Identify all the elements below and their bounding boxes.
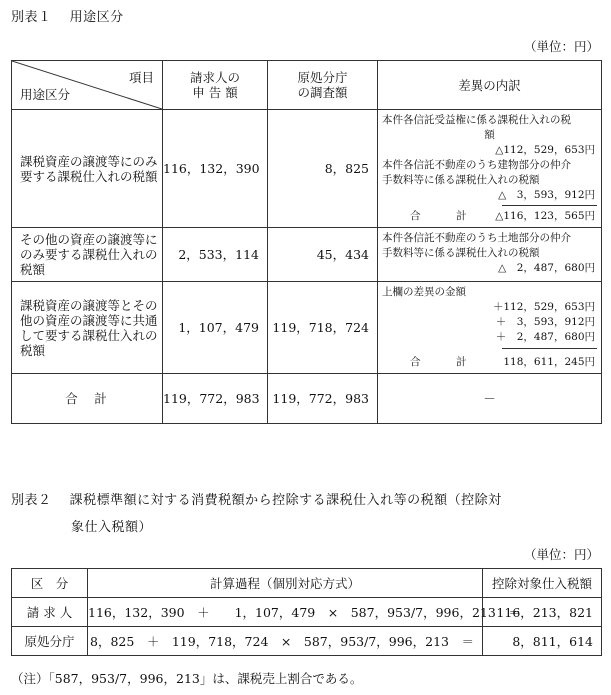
table-row	[12, 228, 602, 282]
row-diff: 上欄の差異の金額 ＋112，529，653円 ＋ 3，593，912円 ＋ 2，487，680円 合 計 118，611，245円	[378, 282, 602, 374]
header-col3: 控除対象仕入税額	[483, 569, 602, 598]
row-label: 原処分庁	[12, 627, 88, 656]
table2-title-line2: 象仕入税額）	[71, 520, 153, 535]
table-row	[12, 110, 602, 228]
header-category: 用途区分	[20, 87, 71, 102]
table-row	[12, 598, 602, 627]
table2-header-row	[12, 569, 602, 598]
header-item: 項目	[128, 70, 154, 85]
header-office: 原処分庁 の調査額	[268, 61, 378, 110]
row-claimant: 2，533，114	[163, 228, 268, 282]
row-calc: 116，132，390 ＋ 1，107，479 × 587，953/7，996，213 ＝	[88, 598, 483, 627]
header-col2: 計算過程（個別対応方式）	[88, 569, 483, 598]
row-office: 8，825	[268, 110, 378, 228]
row-diff: 本件各信託受益権に係る課税仕入れの税 額 △112，529，653円 本件各信託不動産のうち建物部分の仲介 手数料等に係る課税仕入れの税額 △ 3，593，912円 合 計 △116，123，565円	[378, 110, 602, 228]
sum-line	[502, 348, 597, 349]
total-office: 119，772，983	[268, 374, 378, 424]
sum-line	[502, 205, 597, 206]
header-diagonal-cell	[12, 61, 163, 110]
table-row	[12, 282, 602, 374]
table1-total-row	[12, 374, 602, 424]
table2-title-line1: 別表２ 課税標準額に対する消費税額から控除する課税仕入れ等の税額（控除対	[11, 493, 502, 508]
header-col1: 区 分	[12, 569, 88, 598]
row-claimant: 116，132，390	[163, 110, 268, 228]
table-row	[12, 627, 602, 656]
diff-total: 合 計 118，611，245円	[410, 356, 595, 368]
row-claimant: 1，107，479	[163, 282, 268, 374]
row-calc: 8，825 ＋ 119，718，724 × 587，953/7，996，213 ＝	[88, 627, 483, 656]
header-claimant: 請求人の 申 告 額	[163, 61, 268, 110]
table1	[11, 60, 602, 424]
table2	[11, 568, 602, 656]
row-office: 45，434	[268, 228, 378, 282]
table1-unit: （単位：円）	[523, 39, 599, 54]
table1-title: 別表１ 用途区分	[11, 10, 124, 25]
table2-unit: （単位：円）	[523, 547, 599, 562]
diff-total: 合 計 △116，123，565円	[410, 210, 595, 222]
total-claimant: 119，772，983	[163, 374, 268, 424]
total-diff: －	[378, 374, 602, 424]
table1-header-row	[12, 61, 602, 110]
table2-note: （注）「587，953/7，996，213」は、課税売上割合である。	[11, 671, 363, 686]
header-diff: 差異の内訳	[378, 61, 602, 110]
row-diff: 本件各信託不動産のうち土地部分の仲介 手数料等に係る課税仕入れの税額 △ 2，487，680円	[378, 228, 602, 282]
row-category: 課税資産の譲渡等にのみ要する課税仕入れの税額	[12, 110, 163, 228]
row-label: 請 求 人	[12, 598, 88, 627]
row-value: 116，213，821	[483, 598, 602, 627]
row-category: その他の資産の譲渡等にのみ要する課税仕入れの税額	[12, 228, 163, 282]
row-category: 課税資産の譲渡等とその他の資産の譲渡等に共通して要する課税仕入れの税額	[12, 282, 163, 374]
total-label: 合 計	[12, 374, 163, 424]
row-office: 119，718，724	[268, 282, 378, 374]
row-value: 8，811，614	[483, 627, 602, 656]
